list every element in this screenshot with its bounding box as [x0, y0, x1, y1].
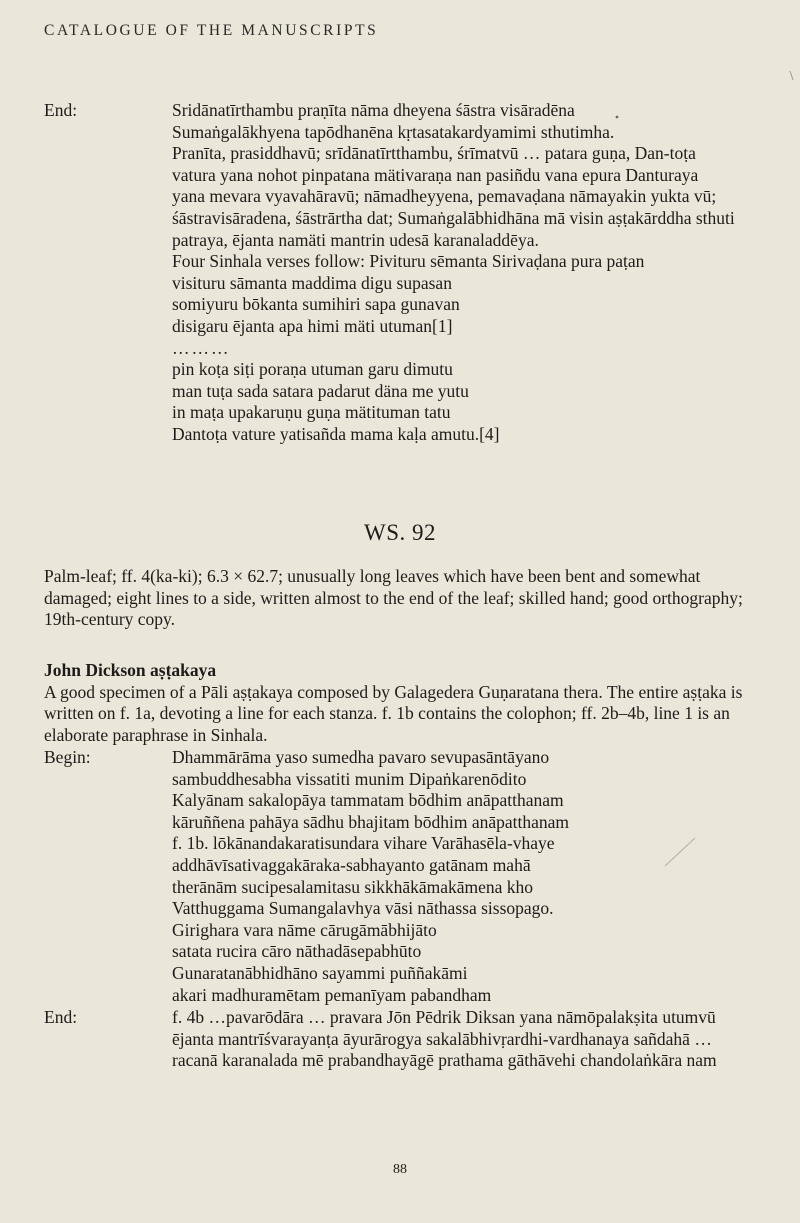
text-line: therānām sucipesalamitasu sikkhākāmakāmena kho — [172, 876, 534, 897]
end-text-1 — [172, 100, 764, 446]
page-number: 88 — [393, 1162, 407, 1177]
text-line: yana mevara vyavahāravū; nāmadheyyena, pemavaḍana nāmayakin yukta vū; — [172, 186, 717, 207]
end-text-2 — [172, 1007, 764, 1072]
text-line: man tuṭa sada satara padarut däna me yutu — [172, 380, 469, 401]
end-label: End: — [44, 100, 78, 120]
text-line: Sridānatīrthambu praṇīta nāma dheyena śāstra visāradēna — [172, 100, 575, 120]
text-line: ējanta mantrīśvarayanṭa āyurārogya sakalābhivṛardhi-vardhanaya sañdahā … — [172, 1028, 712, 1049]
text-line: Gunaratanābhidhāno sayammi puññakāmi — [172, 962, 468, 983]
begin-label: Begin: — [44, 747, 91, 767]
text-line: Four Sinhala verses follow: Pivituru sēmanta Sirivaḍana pura paṭan — [172, 251, 645, 272]
text-line: racanā karanalada mē prabandhayāgē prathama gāthāvehi chandolaṅkāra nam — [172, 1050, 717, 1071]
intro-paragraph: A good specimen of a Pāli aṣṭakaya composed by Galagedera Guṇaratana thera. The entire aṣṭaka is written on f. 1a, devoting a line for each stanza. f. 1b contains the colophon; ff. 2b–4b, line 1 is an elaborate paraphrase in Sinhala. — [44, 681, 743, 745]
text-line: f. 1b. lōkānandakaratisundara vihare Varāhasēla-vhaye — [172, 833, 555, 854]
end-section-1 — [44, 100, 764, 446]
text-line: Vatthuggama Sumangalavhya vāsi nāthassa sissopago. — [172, 898, 554, 919]
text-line: Girighara vara nāme cārugāmābhijāto — [172, 919, 437, 940]
description: Palm-leaf; ff. 4(ka-ki); 6.3 × 62.7; unusually long leaves which have been bent and somewhat damaged; eight lines to a side, written almost to the end of the leaf; skilled hand; good orthography; 19th-century copy. — [44, 566, 743, 630]
subtitle: John Dickson aṣṭakaya — [44, 660, 217, 680]
end-label: End: — [44, 1007, 78, 1027]
manuscript-heading: WS. 92 — [364, 520, 436, 545]
text-line: somiyuru bōkanta sumihiri sapa gunavan — [172, 294, 460, 315]
text-line: akari madhuramētam pemanīyam pabandham — [172, 984, 492, 1005]
ink-speck — [612, 112, 622, 122]
text-line: sambuddhesabha vissatiti munim Dipaṅkarenōdito — [172, 768, 527, 789]
running-head: CATALOGUE OF THE MANUSCRIPTS — [44, 22, 379, 39]
text-line: satata rucira cāro nāthadāsepabhūto — [172, 941, 422, 962]
subtitle-block — [44, 660, 764, 746]
text-line: Kalyānam sakalopāya tammatam bōdhim anāpatthanam — [172, 790, 564, 811]
text-line: śāstravisāradena, śāstrārtha dat; Sumaṅgalābhidhāna mā visin aṣṭakārddha sthuti — [172, 207, 735, 228]
text-line: f. 4b …pavarōdāra … pravara Jōn Pēdrik Diksan yana nāmōpalakṣita utumvū — [172, 1007, 716, 1027]
text-line: Sumaṅgalākhyena tapōdhanēna kṛtasatakardyamimi sthutimha. — [172, 121, 615, 142]
end-section-2 — [44, 1007, 764, 1072]
text-line: visituru sāmanta maddima digu supasan — [172, 272, 452, 293]
pencil-mark — [655, 830, 715, 870]
begin-text — [172, 747, 764, 1006]
text-line: Pranīta, prasiddhavū; srīdānatīrtthambu, śrīmatvū … patara guṇa, Dan-toṭa — [172, 143, 696, 164]
text-line: Dhammārāma yaso sumedha pavaro sevupasāntāyano — [172, 747, 550, 767]
text-line: kāruññena pahāya sādhu bhajitam bōdhim anāpatthanam — [172, 811, 570, 832]
text-line: addhāvīsativaggakāraka-sabhayanto gatānam mahā — [172, 854, 531, 875]
begin-section — [44, 747, 764, 1006]
text-line: patraya, ējanta namäti mantrin udesā karanaladdēya. — [172, 229, 539, 250]
text-line: disigaru ējanta apa himi mäti utuman[1] — [172, 315, 453, 336]
edge-mark — [788, 70, 796, 82]
text-line: Dantoṭa vature yatisañda mama kaḷa amutu.[4] — [172, 423, 500, 444]
ellipsis-line: ……… — [172, 337, 231, 358]
text-line: pin koṭa siṭi poraṇa utuman garu dimutu — [172, 359, 453, 380]
text-line: vatura yana nohot pinpatana mätivaraṇa nan pasiñdu vana epura Danturaya — [172, 164, 699, 185]
description-paragraph — [44, 566, 764, 631]
text-line: in maṭa upakaruṇu guṇa mätituman tatu — [172, 402, 451, 423]
